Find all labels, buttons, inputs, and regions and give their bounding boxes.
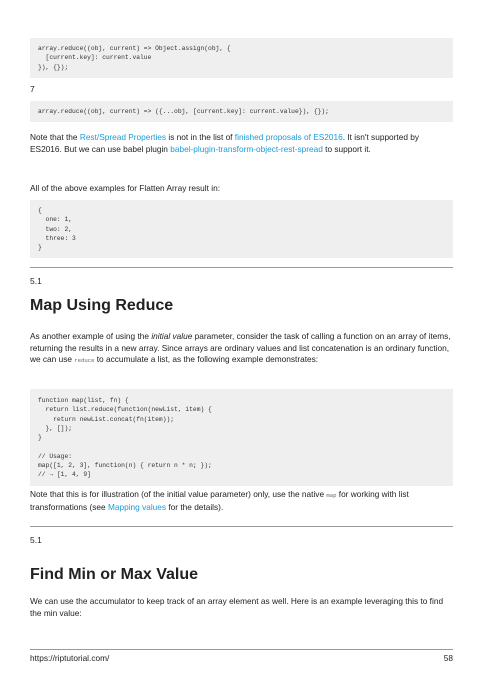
code-block-map-function: function map(list, fn) { return list.reduce(function(newList, item) { return newList.concat(fn(item)); }, []); } // Usage: map([1, 2, 3], function(n) { return n * n; }); // → [1, 4, 9] — [30, 389, 453, 486]
link-babel-plugin[interactable]: babel-plugin-transform-object-rest-spread — [170, 143, 323, 154]
code-block-object-assign: array.reduce((obj, current) => Object.assign(obj, { [current.key]: current.value }), {}); — [30, 38, 453, 78]
paragraph-map-intro: As another example of using the initial value parameter, consider the task of calling a function on an array of items, returning the results in a new array. Since arrays are ordinary values and list concatenation is an ordinary function, we can use reduce to accumulate a list, as the following example demonstrates: — [30, 331, 451, 365]
paragraph-flatten-result: All of the above examples for Flatten Array result in: — [30, 183, 220, 193]
link-finished-proposals[interactable]: finished proposals of ES2016 — [234, 132, 343, 142]
section-number: 5.1 — [30, 276, 42, 286]
footer-divider — [30, 649, 453, 650]
link-rest-spread-properties[interactable]: Rest/Spread Properties — [79, 132, 167, 142]
page-footer — [30, 653, 453, 663]
section-divider — [30, 526, 453, 527]
code-block-spread: array.reduce((obj, current) => ({...obj, [current.key]: current.value}), {}); — [30, 101, 453, 122]
section-number: 5.1 — [30, 535, 42, 545]
footer-url: https://riptutorial.com/ — [30, 653, 110, 663]
paragraph-illustration-note: Note that this is for illustration (of the initial value parameter) only, use the native map for working with list transformations (see Mapping values for the details). — [30, 489, 409, 512]
paragraph-min-max-intro: We can use the accumulator to keep track of an array element as well. Here is an example leveraging this to find the min value: — [30, 596, 444, 618]
page-number: 58 — [443, 653, 453, 663]
code-block-result-object: { one: 1, two: 2, three: 3 } — [30, 200, 453, 258]
paragraph-spread-note: Note that the Rest/Spread Properties is not in the list of finished proposals of ES2016. It isn't supported by ES2016. But we can use babel plugin babel-plugin-transform-object-rest-spread to support it. — [30, 132, 420, 154]
section-divider — [30, 267, 453, 268]
heading-map-using-reduce: Map Using Reduce — [30, 297, 174, 314]
example-number: 7 — [30, 84, 35, 94]
heading-find-min-max: Find Min or Max Value — [30, 566, 199, 583]
link-mapping-values[interactable]: Mapping values — [107, 501, 167, 512]
